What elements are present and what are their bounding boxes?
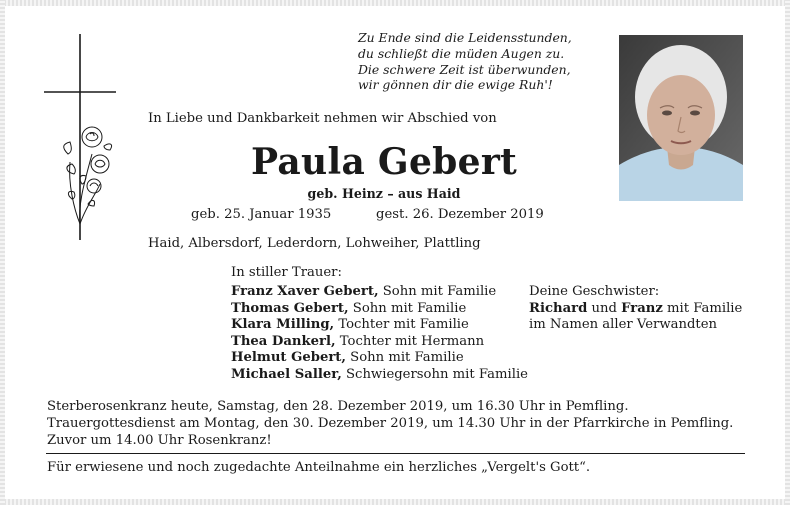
mourner-name: Michael Saller, bbox=[231, 366, 342, 382]
places: Haid, Albersdorf, Lederdorn, Lohweiher, Plattling bbox=[148, 236, 481, 251]
border-left bbox=[0, 0, 5, 505]
siblings-heading: Deine Geschwister: bbox=[529, 284, 660, 299]
border-bottom bbox=[0, 499, 790, 505]
siblings-relatives: im Namen aller Verwandten bbox=[529, 317, 718, 333]
rosary-info: Sterberosenkranz heute, Samstag, den 28. Dezember 2019, um 16.30 Uhr in Pemfling. bbox=[47, 399, 629, 414]
maiden-name-text: geb. Heinz – aus Haid bbox=[307, 186, 461, 201]
deceased-name bbox=[0, 141, 790, 183]
mourner-relation: Tochter mit Hermann bbox=[335, 333, 485, 349]
mourner-item bbox=[231, 350, 528, 367]
funeral-mass-info: Trauergottesdienst am Montag, den 30. Dezember 2019, um 14.30 Uhr in der Pfarrkirche in Pemfling. bbox=[47, 416, 734, 432]
thanks-text: Für erwiesene und noch zugedachte Anteilnahme ein herzliches „Vergelt's Gott“. bbox=[47, 460, 591, 475]
mourner-name: Franz Xaver Gebert, bbox=[231, 284, 379, 299]
divider bbox=[46, 453, 745, 454]
mourner-item bbox=[231, 284, 528, 301]
mourner-item bbox=[231, 367, 528, 384]
mourning-heading: In stiller Trauer: bbox=[231, 265, 342, 280]
poem-line: Die schwere Zeit ist überwunden, bbox=[358, 61, 571, 77]
sibling-name: Franz bbox=[621, 300, 663, 316]
poem bbox=[358, 30, 598, 93]
poem-line: du schließt die müden Augen zu. bbox=[358, 45, 565, 61]
mourner-name: Thomas Gebert, bbox=[231, 300, 349, 316]
mourner-name: Thea Dankerl, bbox=[231, 333, 336, 349]
mourners-list bbox=[231, 284, 528, 384]
mourner-item bbox=[231, 334, 528, 351]
siblings-rest: mit Familie bbox=[662, 300, 743, 316]
mourner-name: Klara Milling, bbox=[231, 317, 335, 333]
siblings-names bbox=[529, 301, 742, 318]
prior-rosary-info: Zuvor um 14.00 Uhr Rosenkranz! bbox=[47, 433, 272, 449]
border-top bbox=[0, 0, 790, 6]
mourner-relation: Sohn mit Familie bbox=[345, 350, 464, 366]
mourner-relation: Tochter mit Familie bbox=[334, 317, 469, 333]
mourner-item bbox=[231, 301, 528, 318]
mourner-relation: Sohn mit Familie bbox=[348, 300, 467, 316]
intro-text: In Liebe und Dankbarkeit nehmen wir Abschied von bbox=[148, 111, 497, 126]
service-info bbox=[47, 398, 733, 450]
poem-line: wir gönnen dir die ewige Ruh'! bbox=[358, 77, 553, 93]
poem-line: Zu Ende sind die Leidensstunden, bbox=[358, 30, 572, 45]
sibling-name: Richard bbox=[529, 300, 588, 316]
death-date: gest. 26. Dezember 2019 bbox=[376, 207, 544, 222]
mourner-relation: Schwiegersohn mit Familie bbox=[341, 366, 528, 382]
border-right bbox=[785, 0, 790, 505]
cross-with-roses-icon bbox=[44, 34, 124, 244]
deceased-name-text: Paula Gebert bbox=[250, 141, 518, 183]
siblings-block bbox=[529, 284, 742, 334]
birth-date: geb. 25. Januar 1935 bbox=[191, 207, 332, 222]
siblings-and: und bbox=[587, 300, 622, 316]
mourner-name: Helmut Gebert, bbox=[231, 350, 346, 366]
mourner-item bbox=[231, 317, 528, 334]
maiden-name bbox=[0, 186, 790, 201]
mourner-relation: Sohn mit Familie bbox=[378, 284, 497, 299]
